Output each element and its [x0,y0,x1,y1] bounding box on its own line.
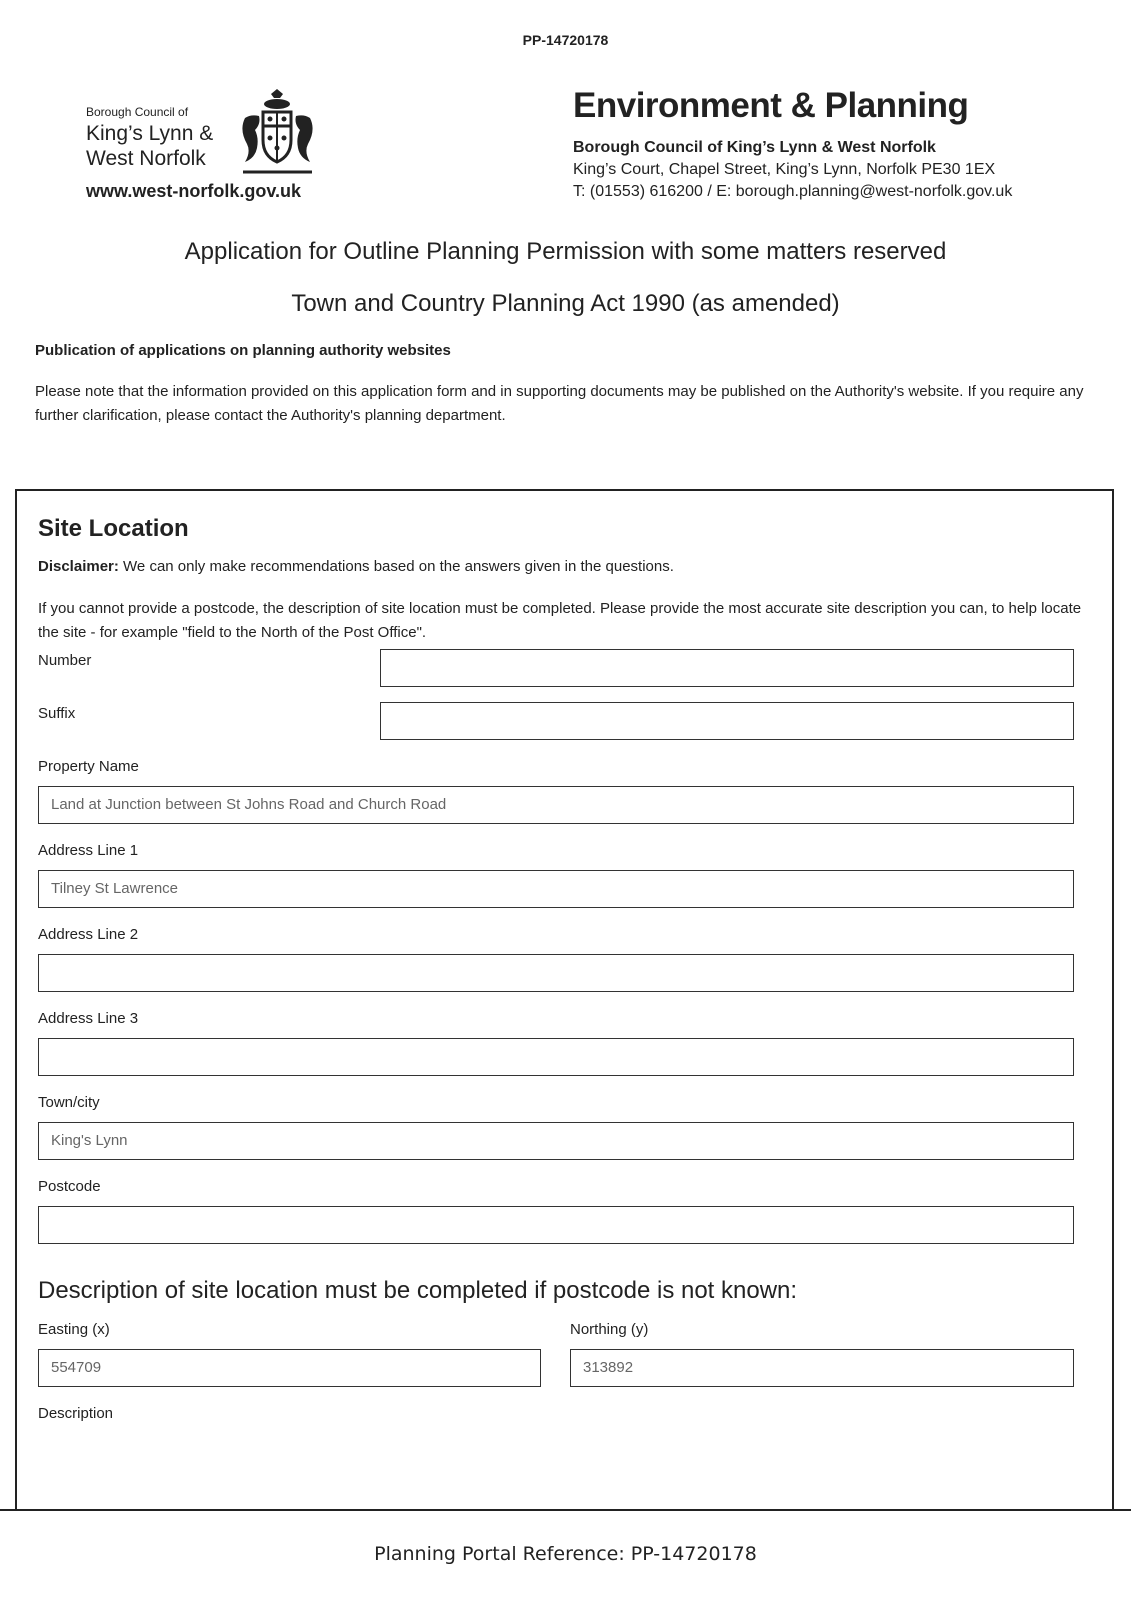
logo-line-2: King’s Lynn & [86,122,214,145]
northing-field[interactable]: 313892 [570,1349,1074,1387]
form-title: Application for Outline Planning Permission with some matters reserved [184,238,947,265]
property-name-label: Property Name [38,758,139,775]
section-title: Site Location [38,515,189,542]
department-header [573,86,1113,203]
description-heading: Description of site location must be completed if postcode is not known: [38,1277,798,1304]
easting-label: Easting (x) [38,1321,110,1338]
easting-field[interactable]: 554709 [38,1349,541,1387]
northing-label: Northing (y) [570,1321,649,1338]
department-title: Environment & Planning [573,86,969,125]
footer-reference: Planning Portal Reference: PP-14720178 [374,1543,757,1565]
logo-line-3: West Norfolk [86,147,206,170]
suffix-field[interactable] [380,702,1074,740]
town-city-field[interactable]: King's Lynn [38,1122,1074,1160]
property-name-field[interactable]: Land at Junction between St Johns Road and Church Road [38,786,1074,824]
description-label: Description [38,1405,114,1422]
publication-text: Please note that the information provided on this application form and in supporting documents may be published on the Authority's website. If you require any further clarification, please contact the Authority's planning department. [35,383,1084,424]
address-line-1-label: Address Line 1 [38,842,139,859]
logo-line-1: Borough Council of [86,105,189,119]
publication-heading: Publication of applications on planning authority websites [35,342,451,359]
disclaimer [38,558,674,575]
town-city-label: Town/city [38,1094,100,1111]
reference-number: PP-14720178 [522,32,609,48]
disclaimer-text: We can only make recommendations based on the answers given in the questions. [118,558,674,575]
postcode-label: Postcode [38,1178,101,1195]
address-line-3-label: Address Line 3 [38,1010,139,1027]
disclaimer-label: Disclaimer: [38,558,119,575]
logo-council-name [86,121,231,171]
council-logo [86,88,326,208]
coat-of-arms-icon [235,88,320,178]
council-website-link[interactable]: www.west-norfolk.gov.uk [86,181,302,201]
address-line-3-field[interactable] [38,1038,1074,1076]
address-line-2-label: Address Line 2 [38,926,139,943]
footer-divider [0,1509,1131,1511]
site-location-section [15,489,1114,1509]
department-contact: T: (01553) 616200 / E: borough.planning@west-norfolk.gov.uk [573,183,1013,200]
department-org: Borough Council of King’s Lynn & West Norfolk [573,139,936,156]
act-title: Town and Country Planning Act 1990 (as amended) [291,290,840,317]
number-label: Number [38,652,92,669]
suffix-label: Suffix [38,705,76,722]
address-line-1-field[interactable]: Tilney St Lawrence [38,870,1074,908]
address-line-2-field[interactable] [38,954,1074,992]
number-field[interactable] [380,649,1074,687]
help-text: If you cannot provide a postcode, the description of site location must be completed. Please provide the most accurate site description you can, to help locate the site - for example "field to the North of the Post Office". [38,600,1082,641]
department-address: King’s Court, Chapel Street, King’s Lynn, Norfolk PE30 1EX [573,161,996,178]
postcode-field[interactable] [38,1206,1074,1244]
